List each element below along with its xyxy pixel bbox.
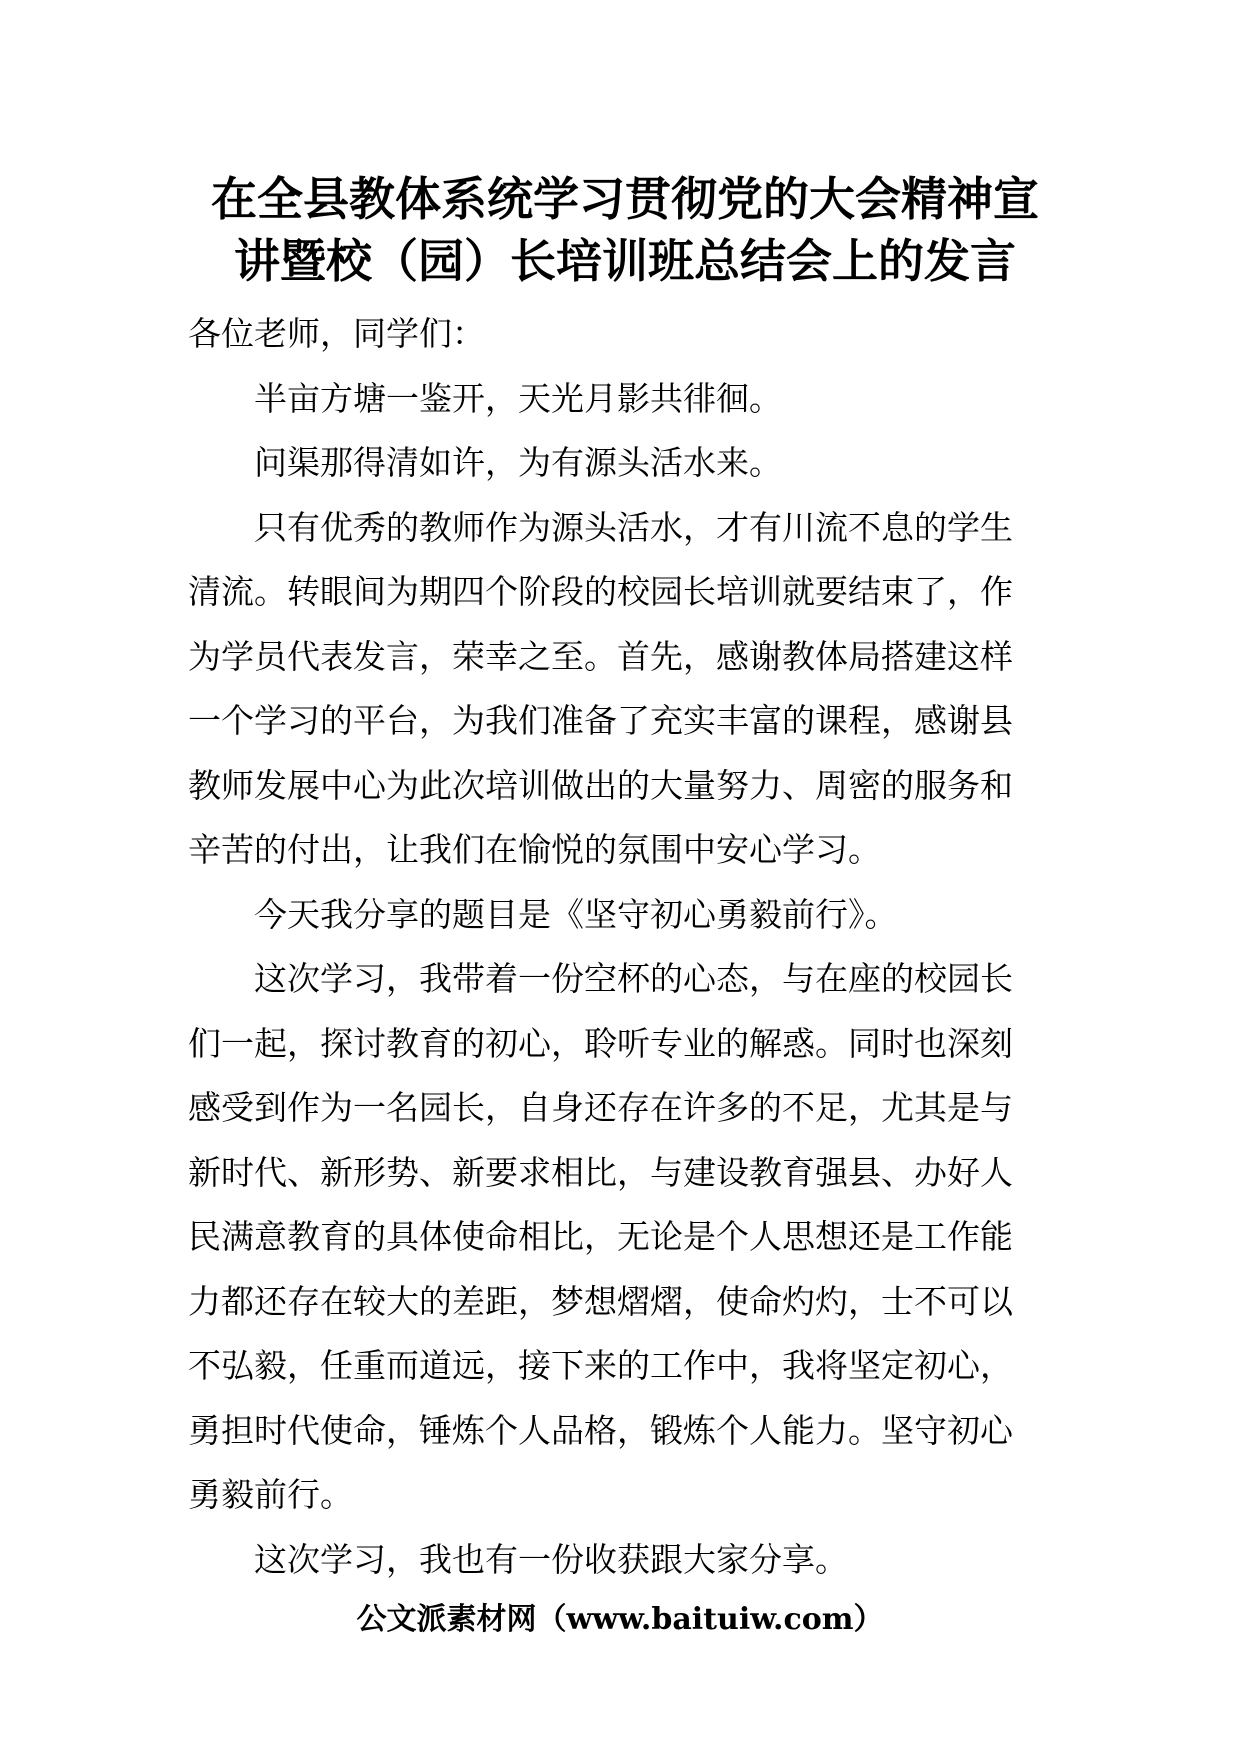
text-line: 一个学习的平台，为我们准备了充实丰富的课程，感谢县 — [188, 701, 1013, 740]
paragraph — [188, 947, 1060, 1528]
text-line: 只有优秀的教师作为源头活水，才有川流不息的学生 — [254, 507, 1013, 547]
text-line: 民满意教育的具体使命相比，无论是个人思想还是工作能 — [188, 1217, 1013, 1256]
title-line: 在全县教体系统学习贯彻党的大会精神宣 — [211, 172, 1039, 226]
text-line: 力都还存在较大的差距，梦想熠熠，使命灼灼，士不可以 — [188, 1281, 1013, 1321]
text-line: 半亩方塘一鉴开，天光月影共徘徊。 — [254, 378, 782, 418]
text-line: 辛苦的付出，让我们在愉悦的氛围中安心学习。 — [188, 830, 881, 869]
paragraph — [188, 367, 1060, 432]
paragraph — [188, 431, 1060, 496]
text-line: 今天我分享的题目是《坚守初心勇毅前行》。 — [254, 894, 898, 934]
paragraph — [188, 496, 1060, 883]
paragraph — [188, 883, 1060, 948]
text-line: 为学员代表发言，荣幸之至。首先，感谢教体局搭建这样 — [188, 636, 1013, 676]
text-line: 勇毅前行。 — [188, 1475, 353, 1514]
text-line: 不弘毅，任重而道远，接下来的工作中，我将坚定初心， — [188, 1346, 1013, 1385]
text-line: 清流。转眼间为期四个阶段的校园长培训就要结束了，作 — [188, 572, 1013, 611]
title-line: 讲暨校（园）长培训班总结会上的发言 — [234, 234, 1016, 288]
document-title — [185, 168, 1065, 292]
text-line: 这次学习，我也有一份收获跟大家分享。 — [254, 1539, 848, 1579]
text-line: 们一起，探讨教育的初心，聆听专业的解惑。同时也深刻 — [188, 1023, 1013, 1063]
text-line: 这次学习，我带着一份空杯的心态，与在座的校园长 — [254, 959, 1013, 998]
footer-watermark: 公文派素材网（www.baituiw.com） — [356, 1602, 884, 1637]
paragraph — [188, 1528, 1060, 1593]
text-line: 新时代、新形势、新要求相比，与建设教育强县、办好人 — [188, 1152, 1013, 1192]
salutation: 各位老师，同学们： — [188, 314, 485, 353]
document-body — [188, 302, 1060, 1592]
text-line: 问渠那得清如许，为有源头活水来。 — [254, 443, 782, 482]
text-line: 感受到作为一名园长，自身还存在许多的不足，尤其是与 — [188, 1088, 1013, 1127]
text-line: 勇担时代使命，锤炼个人品格，锻炼个人能力。坚守初心 — [188, 1410, 1013, 1450]
text-line: 教师发展中心为此次培训做出的大量努力、周密的服务和 — [188, 765, 1013, 805]
